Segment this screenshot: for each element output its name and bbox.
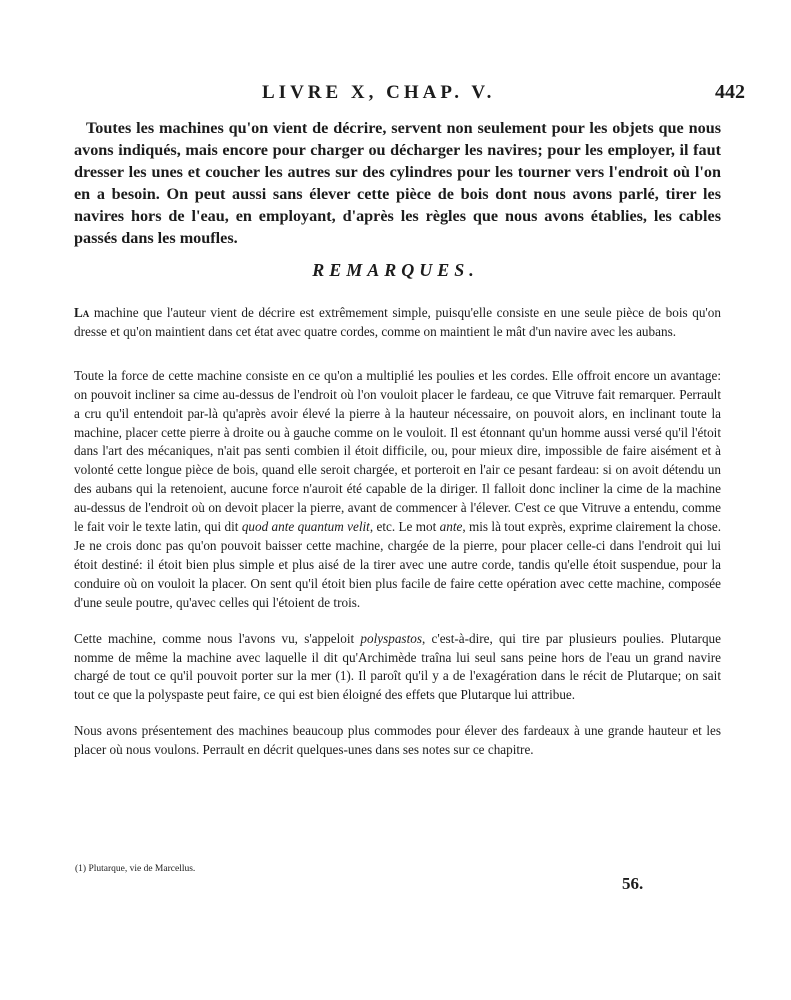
remarks-heading: REMARQUES. [312, 260, 479, 280]
main-paragraph-block [74, 117, 721, 249]
greek-term: polyspastos [360, 630, 422, 646]
remarks-paragraph-3-part-b: , c'est-à-dire, qui tire par plusieurs poulies. Plutarque nomme de même la machine avec laquelle il dit qu'Archimède traîna lui seul sans peine hors de l'eau un grand navire chargé de tout ce qu'il pouvoit porter sur la mer (1). Il paroît qu'il y a de l'exagération dans le récit de Plutarque; on sait tout ce que la polyspaste peut faire, ce qui est bien éloigné des effets que Plutarque lui attribue. [74, 630, 721, 703]
remarks-paragraph-3 [74, 630, 721, 706]
remarks-paragraph-1-text: machine que l'auteur vient de décrire est extrêmement simple, puisqu'elle consiste en une seule pièce de bois qu'on dresse et qu'on maintient dans cet état avec quatre cordes, comme on maintient le mât d'un navire avec les aubans. [74, 305, 721, 339]
remarks-paragraph-2 [74, 367, 721, 613]
remarks-paragraph-2-part-b: , etc. Le mot [369, 519, 440, 535]
latin-word-ante: ante [439, 519, 463, 535]
remarks-paragraph-1 [74, 304, 721, 342]
remarks-block [74, 304, 721, 777]
remarks-paragraph-2-part-a: Toute la force de cette machine consiste en ce qu'on a multiplié les poulies et les cordes. Elle offroit encore un avantage: on pouvoit incliner sa cime au-dessus de l'endroit où l'on vouloit placer le fardeau, ce que Vitruve fait remarquer. Perrault a cru qu'il entendoit par-là qu'après avoir élevé la pierre à la hauteur nécessaire, on pouvoit alors, en inclinant toute la machine, placer cette pierre à droite ou à gauche comme on le vouloit. Il est étonnant qu'un homme aussi versé qu'il l'étoit dans l'art des mécaniques, n'ait pas senti combien il étoit difficile, ou, pour mieux dire, impossible de faire aisément et à volonté cette longue pièce de bois, quand elle seroit chargée, et porteroit en l'air ce pesant fardeau: si on avoit détendu un des aubans qui la retenoient, aucune force n'auroit été capable de la diriger. Il falloit donc incliner la cime de la machine au-dessus de l'endroit où on devoit placer la pierre, avant de commencer à l'élever. C'est ce que Vitruve a entendu, comme le fait voir le texte latin, qui dit [74, 367, 721, 535]
drop-cap-word: La [74, 305, 90, 320]
signature-mark: 56. [622, 874, 644, 893]
main-paragraph: Toutes les machines qu'on vient de décrire, servent non seulement pour les objets que nous avons indiqués, mais encore pour charger ou décharger les navires; pour les employer, il faut dresser les unes et coucher les autres sur des cylindres pour les tourner vers l'endroit où l'on en a besoin. On peut aussi sans élever cette pièce de bois dont nous avons parlé, tirer les navires hors de l'eau, en employant, d'après les règles que nous avons établies, les cables passés dans les moufles. [74, 119, 721, 247]
running-head [262, 82, 745, 110]
page-number: 442 [715, 81, 745, 103]
remarks-paragraph-3-part-a: Cette machine, comme nous l'avons vu, s'appeloit [74, 630, 361, 646]
footnote: (1) Plutarque, vie de Marcellus. [75, 864, 196, 874]
remarks-paragraph-4: Nous avons présentement des machines beaucoup plus commodes pour élever des fardeaux à une grande hauteur et les placer où nous voulons. Perrault en décrit quelques-unes dans ses notes sur ce chapitre. [74, 723, 721, 758]
latin-quote: quod ante quantum velit [241, 519, 370, 535]
chapter-heading: LIVRE X, CHAP. V. [262, 82, 496, 103]
remarks-paragraph-2-part-c: , mis là tout exprès, exprime clairement la chose. Je ne crois donc pas qu'on pouvoit baisser cette machine, chargée de la pierre, pour placer celle-ci dans l'endroit qui lui étoit destiné: il étoit bien plus simple et plus aisé de la tirer avec une autre corde, tandis qu'elle étoit suspendue, pour la conduire où on vouloit la placer. On sent qu'il étoit bien plus facile de faire cette opération avec cette machine, composée d'une seule poutre, qu'avec celles qui l'étoient de trois. [74, 519, 721, 610]
